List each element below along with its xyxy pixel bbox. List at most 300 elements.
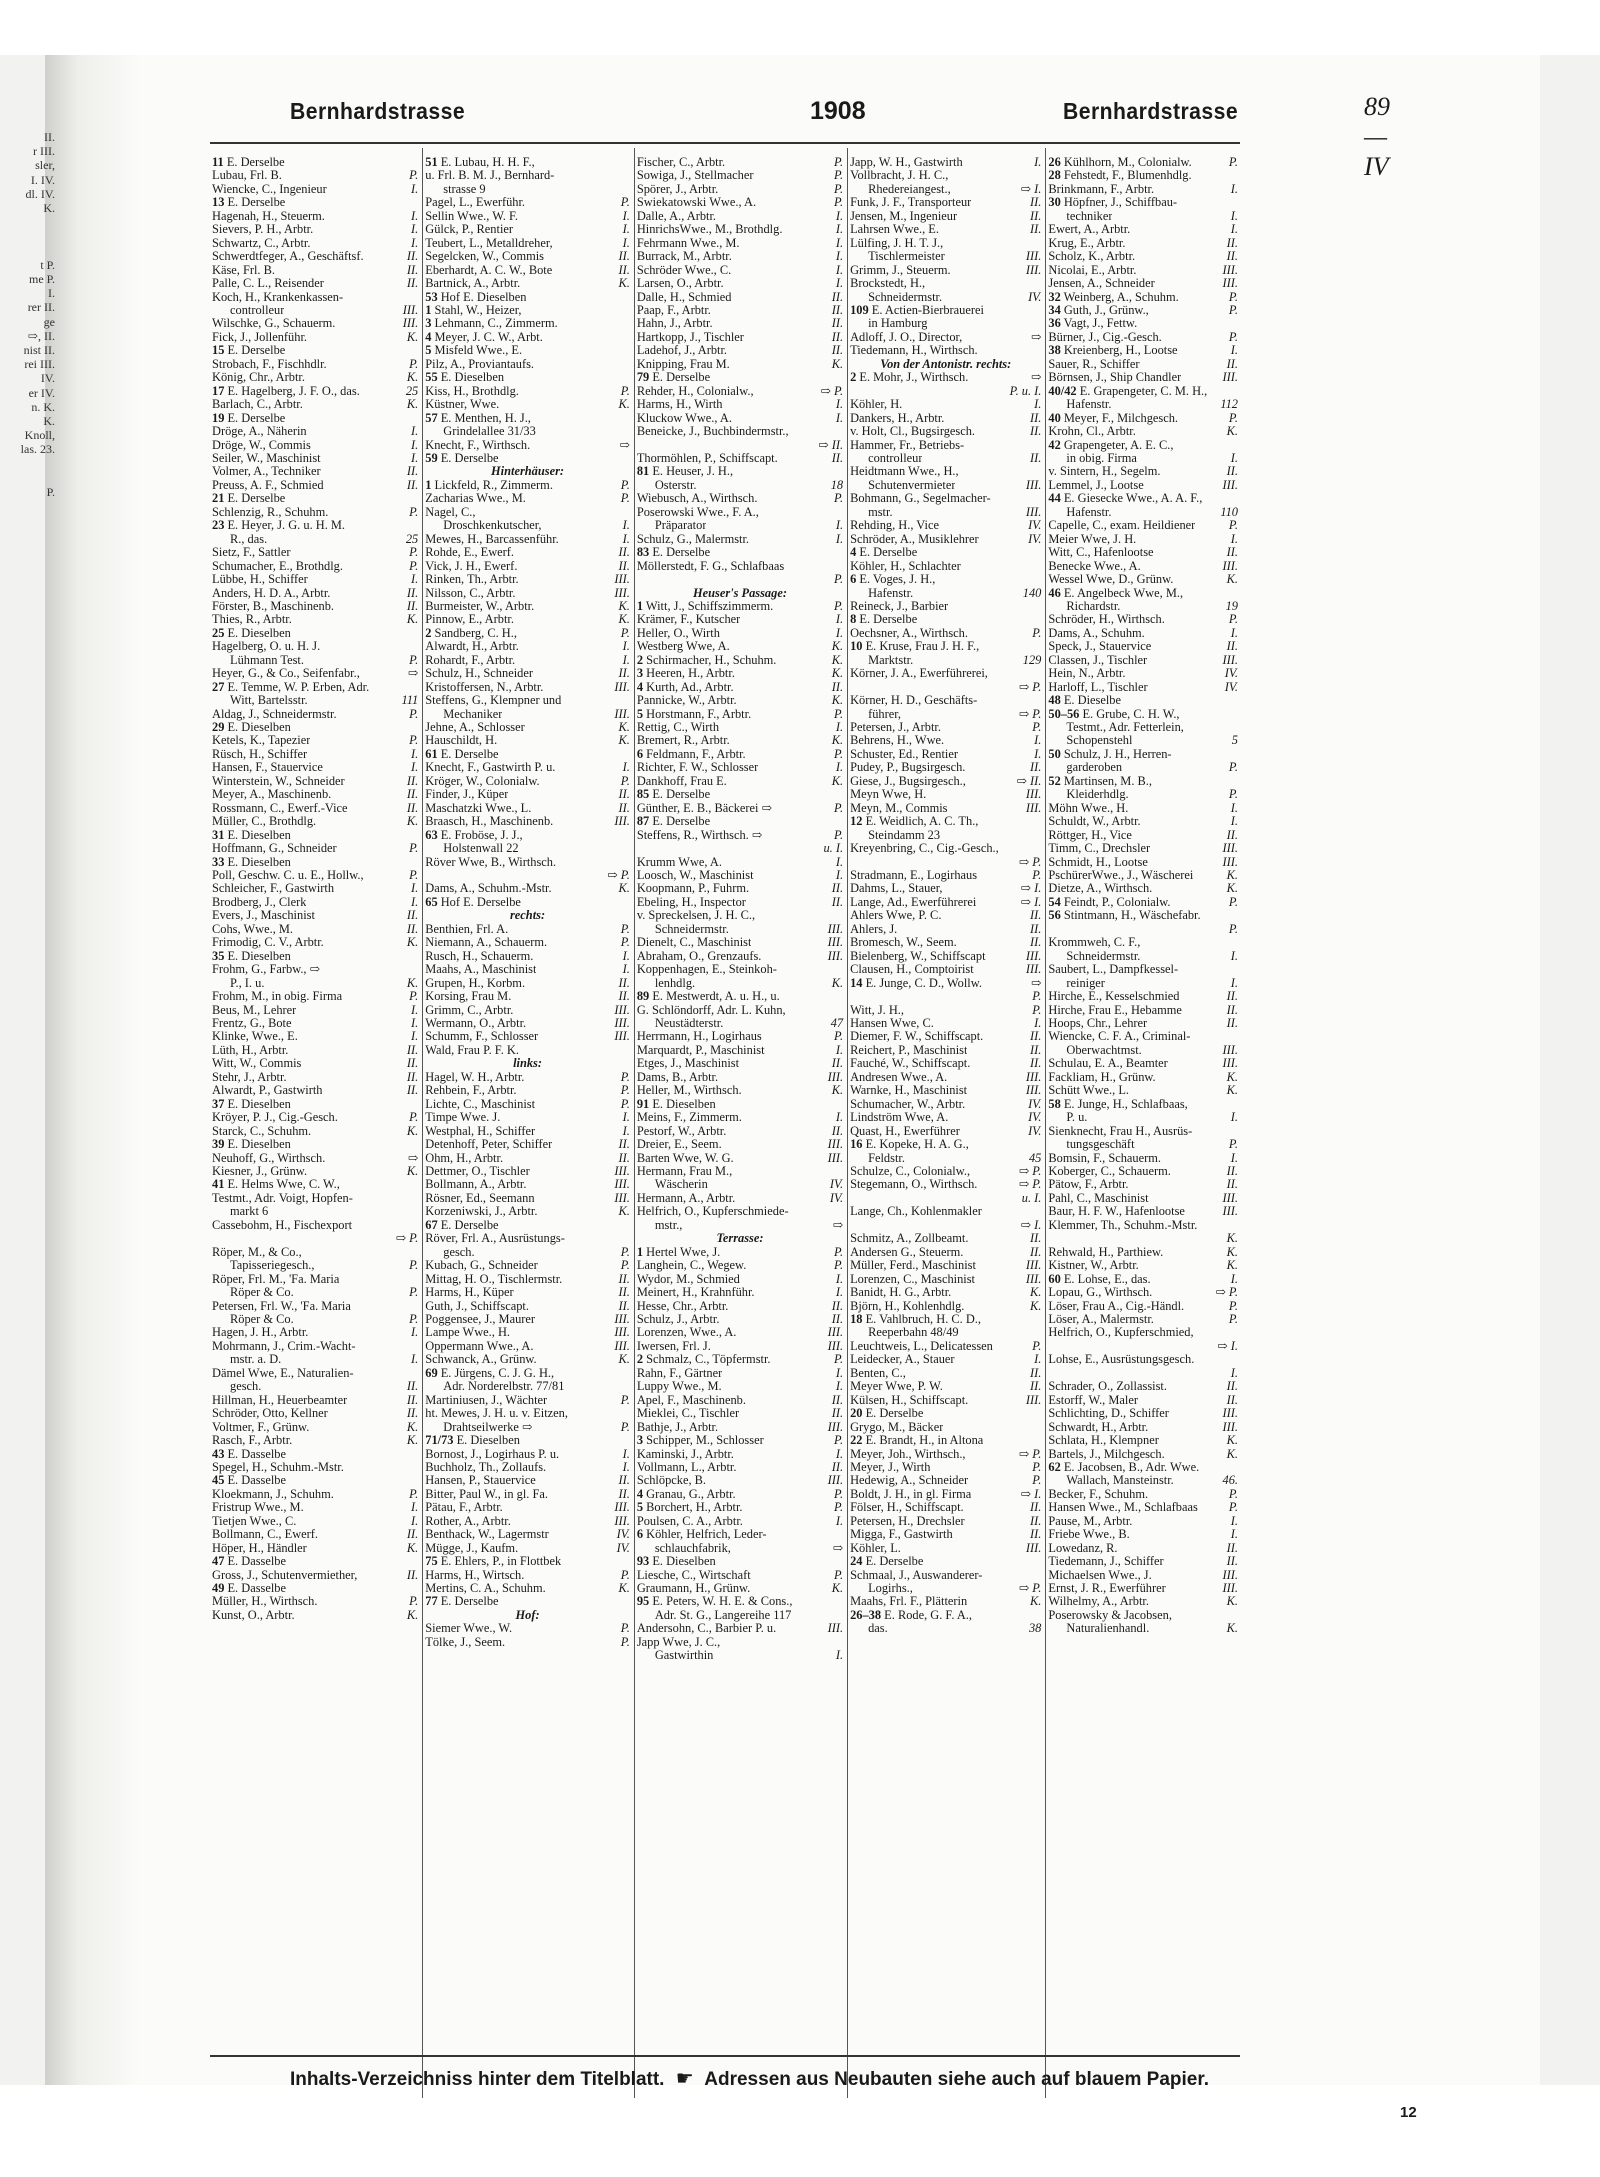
floor-marker bbox=[626, 506, 630, 519]
directory-entry bbox=[637, 1542, 843, 1555]
entry-name: 77 E. Derselbe bbox=[425, 1595, 499, 1609]
directory-entry bbox=[637, 1649, 843, 1662]
floor-marker: 112 bbox=[1220, 397, 1238, 412]
floor-marker bbox=[626, 1407, 630, 1420]
entry-name: Barten Wwe, W. G. bbox=[636, 1151, 734, 1165]
directory-entry bbox=[1048, 1434, 1238, 1447]
directory-entry bbox=[425, 640, 630, 653]
directory-entry bbox=[212, 1246, 418, 1259]
floor-marker: K. bbox=[618, 733, 630, 748]
floor-marker: II. bbox=[1030, 424, 1042, 439]
floor-marker bbox=[1234, 963, 1238, 976]
directory-entry bbox=[1048, 264, 1238, 277]
floor-marker: P. bbox=[620, 935, 630, 950]
entry-name: Höper, H., Händler bbox=[212, 1541, 307, 1555]
floor-marker: I. bbox=[1230, 450, 1238, 465]
directory-entry bbox=[637, 304, 843, 317]
floor-marker: P. bbox=[620, 1567, 630, 1582]
house-number: 48 bbox=[1048, 694, 1061, 708]
floor-marker bbox=[626, 694, 630, 707]
entry-name: R., das. bbox=[230, 532, 268, 546]
directory-entry bbox=[212, 1017, 418, 1030]
directory-entry bbox=[850, 748, 1041, 761]
directory-entry bbox=[850, 1326, 1041, 1339]
entry-name: Speck, J., Stauervice bbox=[1048, 640, 1152, 654]
entry-name: Dröge, A., Näherin bbox=[212, 425, 307, 439]
directory-entry bbox=[425, 385, 630, 398]
entry-name: Hagel, W. H., Arbtr. bbox=[425, 1070, 525, 1084]
directory-entry bbox=[1048, 856, 1238, 869]
floor-marker: II. bbox=[406, 1083, 419, 1098]
floor-marker: K. bbox=[406, 1540, 419, 1555]
entry-name: 35 E. Dieselben bbox=[212, 949, 291, 963]
directory-entry bbox=[212, 1286, 418, 1299]
directory-entry bbox=[1048, 250, 1238, 263]
entry-name: Ohm, H., Arbtr. bbox=[425, 1151, 504, 1165]
entry-name: 51 E. Lubau, H. H. F., bbox=[425, 156, 535, 169]
floor-marker: II. bbox=[1030, 1231, 1042, 1246]
entry-name: Wiencke, C. F. A., Criminal- bbox=[1048, 1030, 1191, 1044]
directory-entry bbox=[425, 1515, 630, 1528]
entry-name bbox=[637, 842, 640, 855]
entry-name: 4 Kurth, Ad., Arbtr. bbox=[636, 680, 734, 694]
floor-marker: II. bbox=[406, 262, 419, 277]
entry-name: Schleicher, F., Gastwirth bbox=[212, 882, 335, 896]
floor-marker: I. bbox=[411, 208, 419, 223]
floor-marker: I. bbox=[411, 1325, 419, 1340]
entry-name: Behrens, H., Wwe. bbox=[850, 734, 945, 748]
entry-name: Tischlermeister bbox=[868, 250, 945, 264]
entry-name: Brinkmann, F., Arbtr. bbox=[1048, 182, 1155, 196]
entry-name: Segelcken, W., Commis bbox=[425, 250, 544, 264]
floor-marker: IV. bbox=[1028, 1096, 1042, 1111]
directory-entry bbox=[850, 465, 1041, 478]
directory-entry bbox=[1048, 842, 1238, 855]
house-number: 25 bbox=[212, 626, 225, 640]
floor-marker: P. bbox=[1228, 410, 1238, 425]
directory-entry bbox=[850, 977, 1041, 990]
directory-entry bbox=[1048, 1488, 1238, 1501]
house-number: 62 bbox=[1048, 1460, 1061, 1474]
entry-name: Benecke Wwe., A. bbox=[1048, 559, 1141, 573]
entry-name: 57 E. Menthen, H. J., bbox=[425, 411, 531, 425]
entry-name: Rinken, Th., Arbtr. bbox=[425, 573, 519, 587]
entry-name: Oechsner, A., Wirthsch. bbox=[850, 626, 968, 640]
floor-marker: I. bbox=[1230, 625, 1238, 640]
directory-entry bbox=[1048, 1030, 1238, 1043]
floor-marker bbox=[626, 291, 630, 304]
directory-entry bbox=[637, 1313, 843, 1326]
directory-entry bbox=[212, 264, 418, 277]
entry-name: 61 E. Derselbe bbox=[425, 747, 499, 761]
floor-marker: I. bbox=[835, 262, 844, 277]
floor-marker bbox=[1037, 304, 1041, 317]
directory-entry bbox=[1048, 1501, 1238, 1514]
entry-name: Köhler, H. bbox=[850, 398, 903, 412]
directory-entry bbox=[1048, 909, 1238, 922]
directory-entry bbox=[637, 237, 843, 250]
floor-marker: K. bbox=[831, 639, 844, 654]
entry-name: Rasch, F., Arbtr. bbox=[212, 1434, 293, 1448]
directory-entry bbox=[212, 1474, 418, 1487]
floor-marker: III. bbox=[614, 1163, 630, 1178]
directory-entry bbox=[212, 1273, 418, 1286]
floor-marker: II. bbox=[831, 1311, 844, 1326]
floor-marker: P. bbox=[834, 181, 844, 196]
floor-marker bbox=[839, 1205, 843, 1218]
floor-marker: III. bbox=[614, 1500, 630, 1515]
entry-name: 67 E. Derselbe bbox=[425, 1218, 499, 1232]
margin-fragment: nist II. bbox=[23, 343, 55, 358]
floor-marker bbox=[839, 1004, 843, 1017]
directory-entry bbox=[425, 1030, 630, 1043]
house-number: 45 bbox=[212, 1474, 225, 1488]
entry-name: Meins, F., Zimmerm. bbox=[636, 1111, 742, 1125]
directory-entry bbox=[850, 1178, 1041, 1191]
floor-marker: ⇨ P. bbox=[1018, 1581, 1042, 1596]
floor-marker: III. bbox=[1222, 558, 1238, 573]
floor-marker bbox=[839, 465, 843, 478]
entry-name: Kluckow Wwe., A. bbox=[636, 411, 732, 425]
floor-marker bbox=[414, 1219, 418, 1232]
directory-entry bbox=[637, 533, 843, 546]
directory-entry bbox=[637, 264, 843, 277]
floor-marker: ⇨ bbox=[619, 437, 630, 452]
floor-marker: III. bbox=[1025, 1540, 1042, 1555]
entry-name: Pagel, L., Ewerführ. bbox=[425, 196, 526, 210]
floor-marker bbox=[414, 519, 418, 532]
entry-name: 56 Stintmann, H., Wäschefabr. bbox=[1048, 909, 1201, 923]
directory-entry bbox=[425, 1542, 630, 1555]
directory-entry bbox=[1048, 210, 1238, 223]
house-number: 26 bbox=[1048, 156, 1061, 169]
house-number: 6 bbox=[636, 1528, 644, 1542]
house-number: 69 bbox=[425, 1366, 438, 1380]
floor-marker bbox=[1234, 1326, 1238, 1339]
floor-marker bbox=[626, 183, 630, 196]
directory-entry bbox=[1048, 815, 1238, 828]
directory-entry bbox=[637, 344, 843, 357]
entry-name: Hermann, Frau M., bbox=[636, 1164, 733, 1178]
floor-marker: II. bbox=[406, 249, 419, 264]
directory-entry bbox=[637, 452, 843, 465]
entry-name: 40/42 E. Grapengeter, C. M. H., bbox=[1048, 384, 1208, 398]
directory-entry bbox=[212, 439, 418, 452]
floor-marker: IV. bbox=[1224, 666, 1238, 681]
entry-name: Meyer, A., Maschinenb. bbox=[212, 788, 332, 802]
floor-marker: IV. bbox=[1224, 679, 1238, 694]
floor-marker: III. bbox=[1025, 1258, 1042, 1273]
directory-entry bbox=[1048, 694, 1238, 707]
house-number: 33 bbox=[212, 855, 225, 869]
directory-entry bbox=[212, 1394, 418, 1407]
floor-marker: P. bbox=[834, 1433, 844, 1448]
entry-name: Ernst, J. R., Ewerführer bbox=[1048, 1582, 1166, 1596]
floor-marker: K. bbox=[406, 397, 419, 412]
directory-entry bbox=[850, 317, 1041, 330]
margin-fragment: P. bbox=[46, 485, 55, 500]
directory-entry bbox=[212, 963, 418, 976]
entry-name: Mohrmann, J., Crim.-Wacht- bbox=[212, 1339, 356, 1353]
directory-entry bbox=[1048, 869, 1238, 882]
directory-entry bbox=[425, 1219, 630, 1232]
entry-name: Bollmann, C., Ewerf. bbox=[212, 1528, 318, 1542]
floor-marker: ⇨ P. bbox=[1018, 854, 1042, 869]
floor-marker bbox=[1037, 344, 1041, 357]
entry-name: Kunst, O., Arbtr. bbox=[212, 1608, 295, 1622]
directory-entry bbox=[212, 560, 418, 573]
entry-name: Giese, J., Bugsirgesch., bbox=[850, 774, 966, 788]
entry-name: Rehding, H., Vice bbox=[850, 519, 939, 533]
floor-marker: K. bbox=[1226, 1446, 1238, 1461]
directory-entry bbox=[637, 425, 843, 438]
directory-entry bbox=[1048, 573, 1238, 586]
entry-name: Holstenwall 22 bbox=[443, 842, 519, 856]
floor-marker bbox=[414, 1474, 418, 1487]
house-number: 8 bbox=[850, 613, 857, 627]
floor-marker: P. bbox=[1228, 155, 1238, 169]
directory-entry bbox=[425, 1326, 630, 1339]
floor-marker: IV. bbox=[829, 1177, 844, 1192]
directory-entry bbox=[637, 802, 843, 815]
directory-entry bbox=[850, 600, 1041, 613]
directory-entry bbox=[1048, 398, 1238, 411]
floor-marker: II. bbox=[1226, 989, 1238, 1004]
directory-entry bbox=[1048, 708, 1238, 721]
directory-entry bbox=[850, 1192, 1041, 1205]
directory-entry bbox=[637, 1138, 843, 1151]
floor-marker: P. bbox=[620, 383, 630, 398]
directory-entry bbox=[637, 196, 843, 209]
entry-name: Tietjen Wwe., C. bbox=[212, 1514, 297, 1528]
entry-name: Luppy Wwe., M. bbox=[636, 1380, 722, 1394]
entry-name: Petersen, Frl. W., 'Fa. Maria bbox=[212, 1299, 351, 1313]
floor-marker bbox=[1037, 546, 1041, 559]
directory-entry bbox=[212, 909, 418, 922]
floor-marker: I. bbox=[835, 518, 844, 533]
entry-name: Schmaal, J., Auswanderer- bbox=[850, 1568, 983, 1582]
directory-entry bbox=[1048, 1622, 1238, 1635]
directory-entry bbox=[637, 923, 843, 936]
floor-marker: II. bbox=[831, 881, 844, 896]
house-number: 36 bbox=[1048, 317, 1061, 331]
directory-entry bbox=[850, 909, 1041, 922]
entry-name: Mewes, H., Barcassenführ. bbox=[425, 532, 559, 546]
entry-name: Frimodig, C. V., Arbtr. bbox=[212, 936, 324, 950]
entry-name: Benthien, Frl. A. bbox=[425, 922, 509, 936]
floor-marker bbox=[1234, 385, 1238, 398]
year: 1908 bbox=[810, 97, 866, 125]
directory-entry bbox=[212, 277, 418, 290]
house-number: 5 bbox=[636, 707, 644, 721]
section-heading: Heuser's Passage: bbox=[692, 585, 787, 600]
entry-name: Hillman, H., Heuerbeamter bbox=[212, 1393, 348, 1407]
house-number: 4 bbox=[636, 1487, 644, 1501]
entry-name: Björn, H., Kohlenhdlg. bbox=[850, 1299, 965, 1313]
directory-entry bbox=[425, 1380, 630, 1393]
floor-marker: P. bbox=[834, 1500, 844, 1515]
entry-name: gesch. bbox=[230, 1380, 262, 1394]
entry-name: garderoben bbox=[1066, 761, 1123, 775]
entry-name: Mügge, J., Kaufm. bbox=[425, 1541, 519, 1555]
house-number: 39 bbox=[212, 1138, 225, 1152]
directory-entry bbox=[425, 452, 630, 465]
entry-name: Pätau, F., Arbtr. bbox=[425, 1501, 503, 1515]
directory-entry bbox=[212, 761, 418, 774]
entry-name: Frohm, M., in obig. Firma bbox=[212, 990, 343, 1004]
entry-name: Benten, C., bbox=[850, 1366, 906, 1380]
directory-entry bbox=[212, 1152, 418, 1165]
floor-marker: P. bbox=[834, 572, 844, 587]
entry-name: Banidt, H. G., Arbtr. bbox=[850, 1286, 952, 1300]
directory-entry bbox=[850, 439, 1041, 452]
directory-entry bbox=[212, 223, 418, 236]
entry-name: techniker bbox=[1066, 209, 1113, 223]
floor-marker: I. bbox=[622, 1123, 630, 1138]
floor-marker: P. bbox=[1228, 787, 1238, 802]
entry-name: Hauschildt, H. bbox=[425, 734, 498, 748]
directory-entry bbox=[425, 627, 630, 640]
directory-entry bbox=[425, 1421, 630, 1434]
entry-name: Dalle, A., Arbtr. bbox=[636, 209, 716, 223]
floor-marker: II. bbox=[1030, 1042, 1042, 1057]
house-number: 43 bbox=[212, 1447, 225, 1461]
directory-entry bbox=[1048, 304, 1238, 317]
entry-name: Heller, O., Wirth bbox=[636, 626, 720, 640]
floor-marker: II. bbox=[406, 585, 419, 600]
directory-entry bbox=[212, 210, 418, 223]
entry-name: Frentz, G., Bote bbox=[212, 1017, 292, 1030]
floor-marker: I. bbox=[835, 1513, 844, 1528]
directory-entry bbox=[637, 842, 843, 855]
entry-name: Volmer, A., Techniker bbox=[212, 465, 321, 479]
floor-marker: P. bbox=[1032, 989, 1042, 1004]
floor-marker: K. bbox=[618, 720, 630, 735]
floor-marker: II. bbox=[831, 679, 844, 694]
entry-name: Maahs, Frl. F., Plätterin bbox=[850, 1595, 968, 1609]
directory-entry bbox=[212, 183, 418, 196]
margin-fragment: I. IV. bbox=[30, 172, 55, 187]
house-number: 46 bbox=[1048, 586, 1061, 600]
entry-name: Schlichting, D., Schiffer bbox=[1048, 1407, 1169, 1421]
directory-entry bbox=[1048, 1286, 1238, 1299]
floor-marker: K. bbox=[1226, 1621, 1238, 1636]
directory-entry bbox=[212, 627, 418, 640]
directory-entry bbox=[1048, 1125, 1238, 1138]
house-number: 77 bbox=[425, 1595, 438, 1609]
entry-name: 19 E. Derselbe bbox=[212, 411, 286, 425]
house-number: 17 bbox=[212, 384, 225, 398]
entry-name: Reichert, P., Maschinist bbox=[850, 1043, 968, 1057]
directory-entry bbox=[425, 734, 630, 747]
entry-name: Richardstr. bbox=[1066, 599, 1121, 613]
entry-name: Müller, C., Brothdlg. bbox=[212, 815, 317, 829]
house-number: 14 bbox=[850, 976, 863, 990]
directory-entry bbox=[1048, 1111, 1238, 1124]
directory-entry bbox=[850, 1057, 1041, 1070]
directory-entry bbox=[425, 304, 630, 317]
margin-fragment: Knoll, bbox=[24, 428, 55, 443]
floor-marker: III. bbox=[827, 1419, 844, 1434]
entry-name: 58 E. Junge, H., Schlafbaas, bbox=[1048, 1097, 1188, 1111]
directory-entry bbox=[637, 896, 843, 909]
margin-fragment: rei III. bbox=[24, 357, 55, 372]
entry-name: Migga, F., Gastwirth bbox=[850, 1528, 953, 1542]
floor-marker: I. bbox=[1034, 155, 1042, 169]
directory-entry bbox=[425, 1313, 630, 1326]
entry-name: Richter, F. W., Schlosser bbox=[636, 761, 759, 775]
entry-name: Marktstr. bbox=[868, 653, 914, 667]
house-number: 3 bbox=[636, 1434, 644, 1448]
floor-marker: P. bbox=[409, 652, 419, 667]
entry-name: 12 E. Weidlich, A. C. Th., bbox=[850, 815, 979, 829]
entry-name: Ladehof, J., Arbtr. bbox=[636, 344, 728, 358]
directory-entry bbox=[425, 708, 630, 721]
directory-entry bbox=[425, 1111, 630, 1124]
directory-entry bbox=[850, 869, 1041, 882]
margin-fragment: dl. IV. bbox=[25, 186, 55, 201]
floor-marker: IV. bbox=[1028, 1123, 1042, 1138]
floor-marker: II. bbox=[618, 800, 630, 815]
entry-name: Westberg Wwe, A. bbox=[636, 640, 730, 654]
directory-entry bbox=[850, 963, 1041, 976]
directory-entry bbox=[637, 412, 843, 425]
entry-name: Schlöpcke, B. bbox=[636, 1474, 707, 1488]
floor-marker: 25 bbox=[405, 531, 419, 546]
floor-marker bbox=[626, 425, 630, 438]
floor-marker: II. bbox=[618, 1298, 630, 1313]
directory-entry bbox=[212, 317, 418, 330]
floor-marker: I. bbox=[835, 612, 844, 627]
floor-marker bbox=[1234, 439, 1238, 452]
entry-name: Röper, Frl. M., 'Fa. Maria bbox=[212, 1272, 340, 1286]
directory-entry bbox=[850, 627, 1041, 640]
directory-entry bbox=[850, 169, 1041, 182]
directory-entry bbox=[212, 398, 418, 411]
directory-entry bbox=[1048, 291, 1238, 304]
directory-entry bbox=[425, 748, 630, 761]
directory-entry bbox=[637, 1165, 843, 1178]
floor-marker: I. bbox=[1230, 814, 1238, 829]
floor-marker bbox=[839, 1636, 843, 1649]
entry-name: Anders, H. D. A., Arbtr. bbox=[212, 586, 331, 600]
floor-marker: I. bbox=[1230, 1110, 1238, 1125]
directory-entry bbox=[212, 1004, 418, 1017]
entry-name: Kristoffersen, N., Arbtr. bbox=[425, 680, 544, 694]
floor-marker: II. bbox=[1030, 1365, 1042, 1380]
floor-marker bbox=[626, 1232, 630, 1245]
entry-name: Baur, H. F. W., Hafenlootse bbox=[1048, 1205, 1185, 1219]
entry-name: 37 E. Dieselben bbox=[212, 1097, 291, 1111]
entry-name: 5 Misfeld Wwe., E. bbox=[425, 344, 523, 358]
directory-entry bbox=[850, 640, 1041, 653]
column-3 bbox=[635, 148, 848, 2098]
entry-name: Liesche, C., Wirtschaft bbox=[636, 1568, 751, 1582]
floor-marker bbox=[1234, 694, 1238, 707]
footer-new-buildings-note: Adressen aus Neubauten siehe auch auf blauem Papier. bbox=[704, 2069, 1209, 2090]
floor-marker bbox=[626, 344, 630, 357]
entry-name: 49 E. Dasselbe bbox=[212, 1582, 286, 1596]
floor-marker: P. bbox=[620, 625, 630, 640]
entry-name: 34 Guth, J., Grünw., bbox=[1048, 303, 1149, 317]
entry-name: Körner, H. D., Geschäfts- bbox=[850, 694, 978, 708]
floor-marker: II. bbox=[1030, 1500, 1042, 1515]
floor-marker: I. bbox=[1230, 800, 1238, 815]
directory-entry bbox=[637, 748, 843, 761]
house-number: 18 bbox=[850, 1312, 863, 1326]
floor-marker: III. bbox=[1025, 800, 1042, 815]
entry-name: Leidecker, A., Stauer bbox=[850, 1353, 955, 1367]
